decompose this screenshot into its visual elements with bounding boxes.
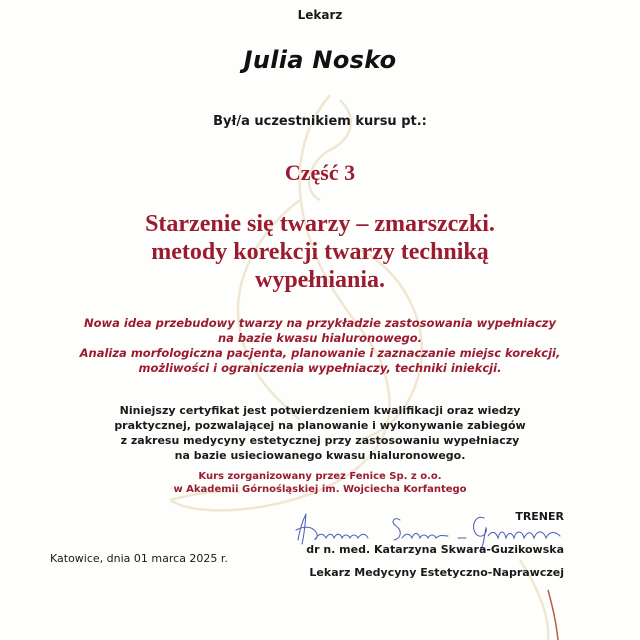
organizer-info bbox=[0, 470, 640, 496]
description-line: możliwości i ograniczenia wypełniaczy, techniki iniekcji. bbox=[138, 361, 502, 375]
place-date: Katowice, dnia 01 marca 2025 r. bbox=[50, 552, 228, 565]
trainer-name: dr n. med. Katarzyna Skwara-Guzikowska bbox=[306, 543, 564, 556]
course-description bbox=[0, 316, 640, 376]
course-title-line: wypełniania. bbox=[254, 267, 386, 293]
statement-line: Niniejszy certyfikat jest potwierdzeniem kwalifikacji oraz wiedzy bbox=[119, 404, 521, 417]
description-line: Nowa idea przebudowy twarzy na przykładzie zastosowania wypełniaczy bbox=[84, 316, 556, 330]
course-part: Część 3 bbox=[284, 160, 356, 185]
recipient-name: Julia Nosko bbox=[243, 46, 397, 74]
course-title-line: Starzenie się twarzy – zmarszczki. bbox=[145, 211, 495, 237]
trainer-title: Lekarz Medycyny Estetyczno-Naprawczej bbox=[309, 566, 564, 579]
organizer-line: Kurs zorganizowany przez Fenice Sp. z o.o. bbox=[198, 471, 442, 482]
organizer-line: w Akademii Górnośląskiej im. Wojciecha Korfantego bbox=[173, 484, 467, 495]
course-title-line: metody korekcji twarzy techniką bbox=[151, 239, 489, 265]
statement-line: z zakresu medycyny estetycznej przy zastosowaniu wypełniaczy bbox=[120, 434, 520, 447]
intro-text: Był/a uczestnikiem kursu pt.: bbox=[213, 114, 427, 129]
certification-statement bbox=[0, 403, 640, 463]
statement-line: praktycznej, pozwalającej na planowanie i wykonywanie zabiegów bbox=[114, 419, 526, 432]
recipient-role: Lekarz bbox=[297, 8, 343, 22]
course-title bbox=[0, 210, 640, 294]
trainer-label: TRENER bbox=[515, 510, 564, 523]
statement-line: na bazie usieciowanego kwasu hialuronowego. bbox=[174, 449, 466, 462]
description-line: na bazie kwasu hialuronowego. bbox=[217, 331, 423, 345]
description-line: Analiza morfologiczna pacjenta, planowanie i zaznaczanie miejsc korekcji, bbox=[79, 346, 561, 360]
